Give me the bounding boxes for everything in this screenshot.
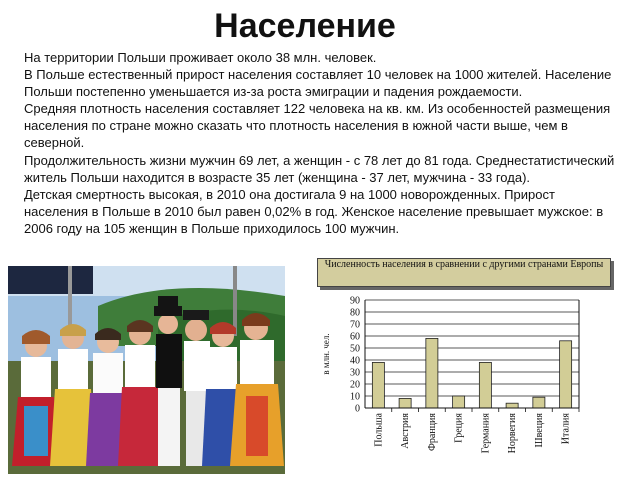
x-tick-label: Швеция [533, 413, 545, 448]
y-tick-label: 80 [350, 307, 360, 319]
page-title: Население [214, 7, 396, 45]
paragraph-life-expectancy: Продолжительность жизни мужчин 69 лет, а женщин - с 78 лет до 81 года. Среднестатистический житель Польши находится в возрасте 35 лет (женщина - 37 лет, мужчина - 33 года). [24, 152, 615, 185]
y-tick-label: 10 [350, 391, 360, 403]
folk-costume-group-photo-icon [8, 266, 285, 474]
x-tick-label: Греция [453, 413, 465, 443]
bar [426, 338, 438, 408]
paragraph-density: Средняя плотность населения составляет 122 человека на кв. км. Из особенностей размещения населения по стране можно сказать что плотность населения в южной части выше, чем в северной. [24, 101, 611, 151]
y-tick-label: 70 [350, 319, 360, 331]
bar [453, 396, 465, 408]
paragraph-mortality: Детская смертность высокая, в 2010 она достигала 9 на 1000 новорожденных. Прирост населения в Польше в 2010 был равен 0,02% в год. Женское население превышает мужское: в 2006 году на 105 женщин в Польше приходилось 100 мужчин. [24, 186, 604, 236]
y-tick-label: 20 [350, 379, 360, 391]
paragraph-growth: В Польше естественный прирост населения составляет 10 человек на 1000 жителей. Население Польши постепенно уменьшается из-за роста эмиграции и падения рождаемости. [24, 67, 612, 100]
x-tick-label: Франция [426, 413, 438, 451]
y-axis-label: в млн. чел. [321, 333, 331, 375]
bar [479, 362, 491, 408]
population-text [24, 49, 616, 237]
y-tick-label: 90 [350, 295, 360, 307]
y-tick-label: 0 [355, 403, 360, 415]
folk-costume-photo [8, 266, 285, 474]
bar [506, 403, 518, 408]
population-chart [315, 258, 615, 480]
x-tick-label: Норвегия [507, 413, 519, 454]
bar-chart [315, 258, 615, 480]
x-tick-label: Германия [480, 413, 492, 454]
bar [399, 398, 411, 408]
bar [560, 341, 572, 408]
bar [372, 362, 384, 408]
y-tick-label: 40 [350, 355, 360, 367]
chart-title: Численность населения в сравнении с другими странами Европы [317, 258, 611, 287]
x-tick-label: Италия [560, 413, 572, 445]
x-tick-label: Польша [373, 413, 385, 447]
y-tick-label: 60 [350, 331, 360, 343]
y-tick-label: 50 [350, 343, 360, 355]
x-tick-label: Австрия [400, 413, 412, 449]
paragraph-population: На территории Польши проживает около 38 млн. человек. [24, 50, 377, 65]
bar [533, 397, 545, 408]
y-tick-label: 30 [350, 367, 360, 379]
